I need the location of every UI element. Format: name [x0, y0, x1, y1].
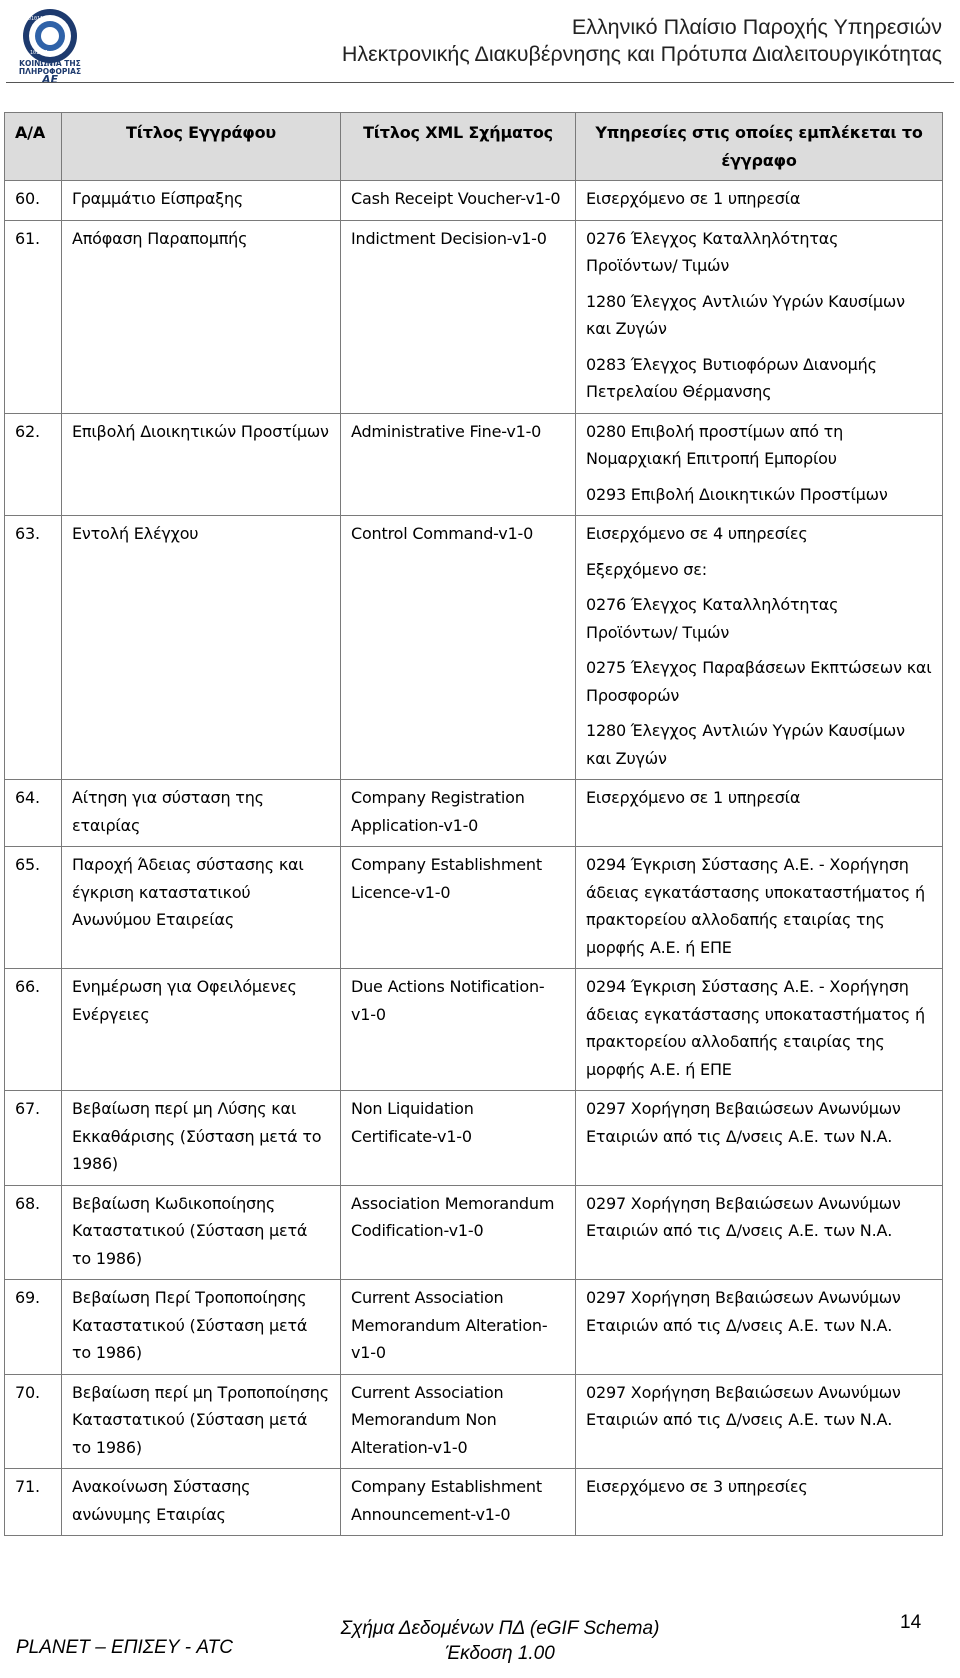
table-row — [5, 1469, 943, 1536]
table-row — [5, 516, 943, 780]
service-entry: 0283 Έλεγχος Βυτιοφόρων Διανομής Πετρελαίου Θέρμανσης — [586, 354, 877, 401]
xml-schema-title-cell: Indictment Decision-v1-0 — [341, 220, 576, 413]
table-row — [5, 181, 943, 221]
header-title-line2: Ηλεκτρονικής Διακυβέρνησης και Πρότυπα Διαλειτουργικότητας — [341, 42, 942, 66]
xml-schema-title-cell: Administrative Fine-v1-0 — [341, 413, 576, 516]
page-number: 14 — [900, 1612, 922, 1633]
table-header-row — [5, 113, 943, 181]
header-title — [342, 14, 942, 68]
logo-caption: ΚΟΙΝΩΝΙΑ ΤΗΣ ΠΛΗΡΟΦΟΡΙΑΣ ΑΕ — [18, 59, 82, 86]
xml-schema-title-cell: Control Command-v1-0 — [341, 516, 576, 780]
services-cell — [576, 220, 943, 413]
service-entry: 0276 Έλεγχος Καταλληλότητας Προϊόντων/ Τιμών — [586, 595, 839, 642]
row-number-cell: 66. — [5, 969, 62, 1091]
table-row — [5, 847, 943, 969]
xml-schema-title-cell: Current Association Memorandum Alteration-v1-0 — [341, 1280, 576, 1375]
svg-text:101001: 101001 — [30, 50, 49, 56]
services-cell — [576, 1185, 943, 1280]
service-entry: 0297 Χορήγηση Βεβαιώσεων Ανωνύμων Εταιριών από τις Δ/νσεις Α.Ε. των Ν.Α. — [586, 1193, 901, 1240]
services-cell — [576, 847, 943, 969]
row-number-cell: 61. — [5, 220, 62, 413]
row-number-cell: 60. — [5, 181, 62, 221]
document-title-cell: Βεβαίωση Κωδικοποίησης Καταστατικού (Σύσταση μετά το 1986) — [62, 1185, 341, 1280]
row-number-cell: 69. — [5, 1280, 62, 1375]
row-number-cell: 67. — [5, 1091, 62, 1186]
services-cell — [576, 413, 943, 516]
table-row — [5, 413, 943, 516]
row-number-cell: 63. — [5, 516, 62, 780]
document-title-cell: Βεβαίωση περί μη Τροποποίησης Καταστατικού (Σύσταση μετά το 1986) — [62, 1374, 341, 1469]
row-number-cell: 64. — [5, 780, 62, 847]
xml-schema-title-cell: Company Registration Application-v1-0 — [341, 780, 576, 847]
service-entry: 0280 Επιβολή προστίμων από τη Νομαρχιακή Επιτροπή Εμπορίου — [586, 421, 844, 468]
service-entry: 0275 Έλεγχος Παραβάσεων Εκπτώσεων και Προσφορών — [586, 658, 932, 705]
services-cell — [576, 516, 943, 780]
row-number-cell: 71. — [5, 1469, 62, 1536]
row-number-cell: 62. — [5, 413, 62, 516]
row-number-cell: 70. — [5, 1374, 62, 1469]
services-cell — [576, 1091, 943, 1186]
table-row — [5, 1374, 943, 1469]
service-entry: Εισερχόμενο σε 1 υπηρεσία — [586, 788, 801, 807]
svg-text:010110: 010110 — [28, 16, 47, 22]
xml-schema-title-cell: Current Association Memorandum Non Alteration-v1-0 — [341, 1374, 576, 1469]
document-title-cell: Γραμμάτιο Είσπραξης — [62, 181, 341, 221]
services-cell — [576, 1280, 943, 1375]
service-entry: 0297 Χορήγηση Βεβαιώσεων Ανωνύμων Εταιριών από τις Δ/νσεις Α.Ε. των Ν.Α. — [586, 1288, 901, 1335]
column-header-xml-title: Τίτλος XML Σχήματος — [341, 113, 576, 181]
service-entry: Εξερχόμενο σε: — [586, 559, 707, 579]
document-title-cell: Αίτηση για σύσταση της εταιρίας — [62, 780, 341, 847]
document-title-cell: Παροχή Άδειας σύστασης και έγκριση καταστατικού Ανωνύμου Εταιρείας — [62, 847, 341, 969]
column-header-services: Υπηρεσίες στις οποίες εμπλέκεται το έγγραφο — [576, 113, 943, 181]
document-title-cell: Ανακοίνωση Σύστασης ανώνυμης Εταιρίας — [62, 1469, 341, 1536]
header-title-line1: Ελληνικό Πλαίσιο Παροχής Υπηρεσιών — [571, 15, 942, 39]
footer-left-text: PLANET – ΕΠΙΣΕΥ - ATC — [16, 1637, 233, 1658]
document-title-cell: Ενημέρωση για Οφειλόμενες Ενέργειες — [62, 969, 341, 1091]
service-entry: 0297 Χορήγηση Βεβαιώσεων Ανωνύμων Εταιριών από τις Δ/νσεις Α.Ε. των Ν.Α. — [586, 1382, 901, 1429]
footer-center-text — [340, 1616, 660, 1666]
xml-schema-title-cell: Due Actions Notification-v1-0 — [341, 969, 576, 1091]
document-title-cell: Απόφαση Παραπομπής — [62, 220, 341, 413]
footer-version: Έκδοση 1.00 — [445, 1643, 555, 1664]
services-cell — [576, 1469, 943, 1536]
documents-table — [4, 112, 943, 1536]
table-row — [5, 1091, 943, 1186]
service-entry: 0276 Έλεγχος Καταλληλότητας Προϊόντων/ Τιμών — [586, 228, 839, 275]
row-number-cell: 68. — [5, 1185, 62, 1280]
document-title-cell: Βεβαίωση Περί Τροποποίησης Καταστατικού (Σύσταση μετά το 1986) — [62, 1280, 341, 1375]
xml-schema-title-cell: Non Liquidation Certificate-v1-0 — [341, 1091, 576, 1186]
column-header-aa: Α/Α — [5, 113, 62, 181]
service-entry: Εισερχόμενο σε 4 υπηρεσίες — [586, 524, 808, 543]
column-header-document-title: Τίτλος Εγγράφου — [62, 113, 341, 181]
table-body — [5, 181, 943, 1536]
header-divider — [6, 82, 954, 83]
table-row — [5, 1280, 943, 1375]
services-cell — [576, 1374, 943, 1469]
service-entry: 0294 Έγκριση Σύστασης Α.Ε. - Χορήγηση άδειας εγκατάστασης υποκαταστήματος ή πρακτορείου αλλοδαπής εταιρίας της μορφής Α.Ε. ή ΕΠΕ — [586, 855, 925, 957]
table-row — [5, 1185, 943, 1280]
xml-schema-title-cell: Association Memorandum Codification-v1-0 — [341, 1185, 576, 1280]
services-cell — [576, 181, 943, 221]
service-entry: Εισερχόμενο σε 1 υπηρεσία — [586, 189, 801, 208]
service-entry: 0297 Χορήγηση Βεβαιώσεων Ανωνύμων Εταιριών από τις Δ/νσεις Α.Ε. των Ν.Α. — [586, 1099, 901, 1146]
xml-schema-title-cell: Company Establishment Announcement-v1-0 — [341, 1469, 576, 1536]
footer-schema-title: Σχήμα Δεδομένων ΠΔ (eGIF Schema) — [340, 1618, 660, 1639]
xml-schema-title-cell: Cash Receipt Voucher-v1-0 — [341, 181, 576, 221]
service-entry: 0293 Επιβολή Διοικητικών Προστίμων — [586, 484, 888, 504]
service-entry: 1280 Έλεγχος Αντλιών Υγρών Καυσίμων και Ζυγών — [586, 721, 905, 768]
document-title-cell: Εντολή Ελέγχου — [62, 516, 341, 780]
service-entry: 1280 Έλεγχος Αντλιών Υγρών Καυσίμων και Ζυγών — [586, 291, 905, 338]
document-title-cell: Βεβαίωση περί μη Λύσης και Εκκαθάρισης (Σύσταση μετά το 1986) — [62, 1091, 341, 1186]
table-row — [5, 969, 943, 1091]
service-entry: 0294 Έγκριση Σύστασης Α.Ε. - Χορήγηση άδειας εγκατάστασης υποκαταστήματος ή πρακτορείου αλλοδαπής εταιρίας της μορφής Α.Ε. ή ΕΠΕ — [586, 977, 925, 1079]
row-number-cell: 65. — [5, 847, 62, 969]
table-row — [5, 780, 943, 847]
xml-schema-title-cell: Company Establishment Licence-v1-0 — [341, 847, 576, 969]
services-cell — [576, 969, 943, 1091]
services-cell — [576, 780, 943, 847]
service-entry: Εισερχόμενο σε 3 υπηρεσίες — [586, 1477, 808, 1496]
document-title-cell: Επιβολή Διοικητικών Προστίμων — [62, 413, 341, 516]
table-row — [5, 220, 943, 413]
